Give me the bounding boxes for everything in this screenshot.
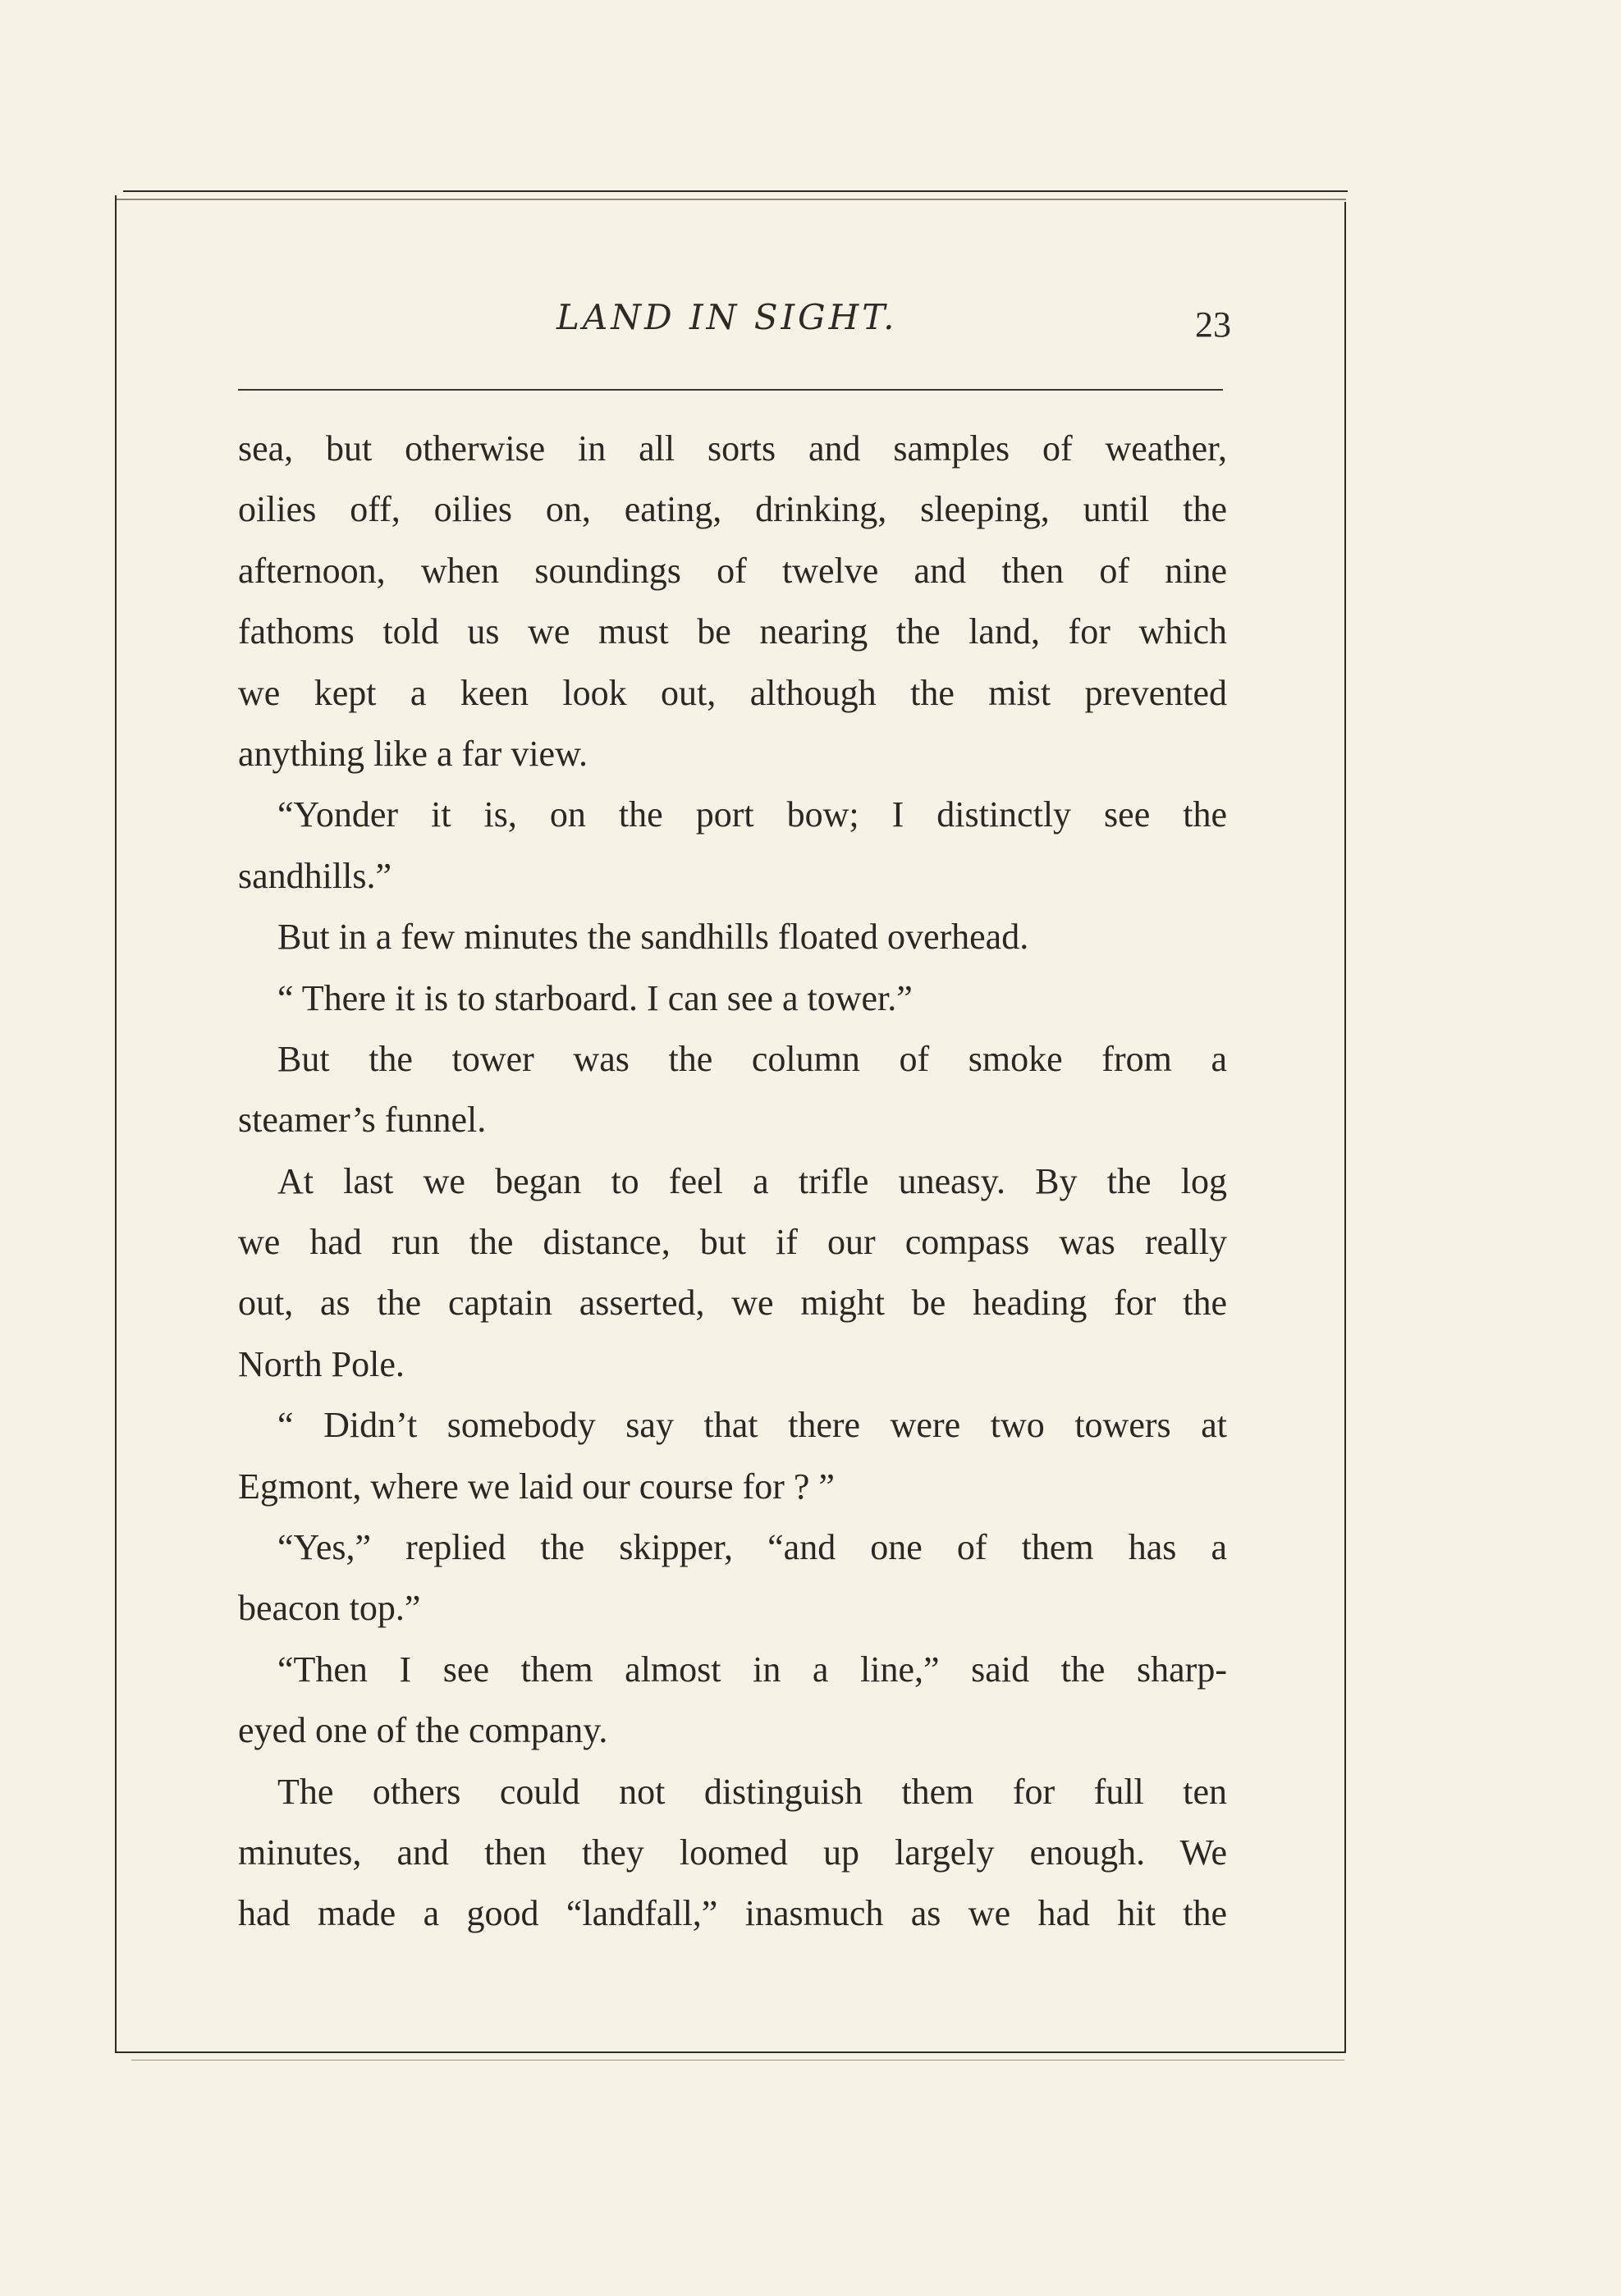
header-rule: [238, 389, 1223, 391]
text-line: oilies off, oilies on, eating, drinking, sleeping, until the: [238, 489, 1227, 530]
text-line: sea, but otherwise in all sorts and samples of weather,: [238, 428, 1227, 469]
text-line: had made a good “landfall,” inasmuch as we had hit the: [238, 1893, 1227, 1934]
text-line: “Then I see them almost in a line,” said the sharp-: [277, 1649, 1227, 1690]
text-line: sandhills.”: [238, 855, 392, 896]
text-line: steamer’s funnel.: [238, 1100, 487, 1141]
text-line: But in a few minutes the sandhills floated overhead.: [277, 917, 1029, 958]
page-frame-top-inner-rule: [115, 199, 1346, 200]
text-line: The others could not distinguish them for full ten: [277, 1771, 1227, 1812]
page-header: [238, 297, 1231, 354]
text-line: eyed one of the company.: [238, 1710, 608, 1751]
text-line: North Pole.: [238, 1343, 405, 1384]
text-line: “ There it is to starboard. I can see a tower.”: [277, 977, 913, 1018]
text-line: “Yonder it is, on the port bow; I distinctly see the: [277, 794, 1227, 835]
text-line: anything like a far view.: [238, 733, 588, 774]
text-line: we had run the distance, but if our compass was really: [238, 1222, 1227, 1263]
page-number: 23: [1195, 304, 1231, 345]
text-line: At last we began to feel a trifle uneasy. By the log: [277, 1160, 1227, 1201]
page-frame-bottom-rule: [115, 2051, 1346, 2053]
page-frame-left-rule: [115, 195, 117, 2051]
text-line: But the tower was the column of smoke from a: [277, 1038, 1227, 1079]
text-line: fathoms told us we must be nearing the land, for which: [238, 611, 1227, 652]
page-frame-top-rule: [123, 190, 1348, 192]
text-line: “ Didn’t somebody say that there were two towers at: [277, 1405, 1227, 1446]
page-frame-right-rule: [1344, 202, 1346, 2053]
text-line: we kept a keen look out, although the mist prevented: [238, 672, 1227, 713]
body-text: [238, 418, 1227, 1945]
running-head: LAND IN SIGHT.: [556, 297, 898, 337]
text-line: minutes, and then they loomed up largely enough. We: [238, 1832, 1227, 1873]
text-line: afternoon, when soundings of twelve and then of nine: [238, 550, 1227, 591]
text-line: beacon top.”: [238, 1588, 421, 1629]
text-line: “Yes,” replied the skipper, “and one of them has a: [277, 1527, 1227, 1568]
text-line: Egmont, where we laid our course for ? ”: [238, 1466, 835, 1507]
text-line: out, as the captain asserted, we might be heading for the: [238, 1283, 1227, 1324]
